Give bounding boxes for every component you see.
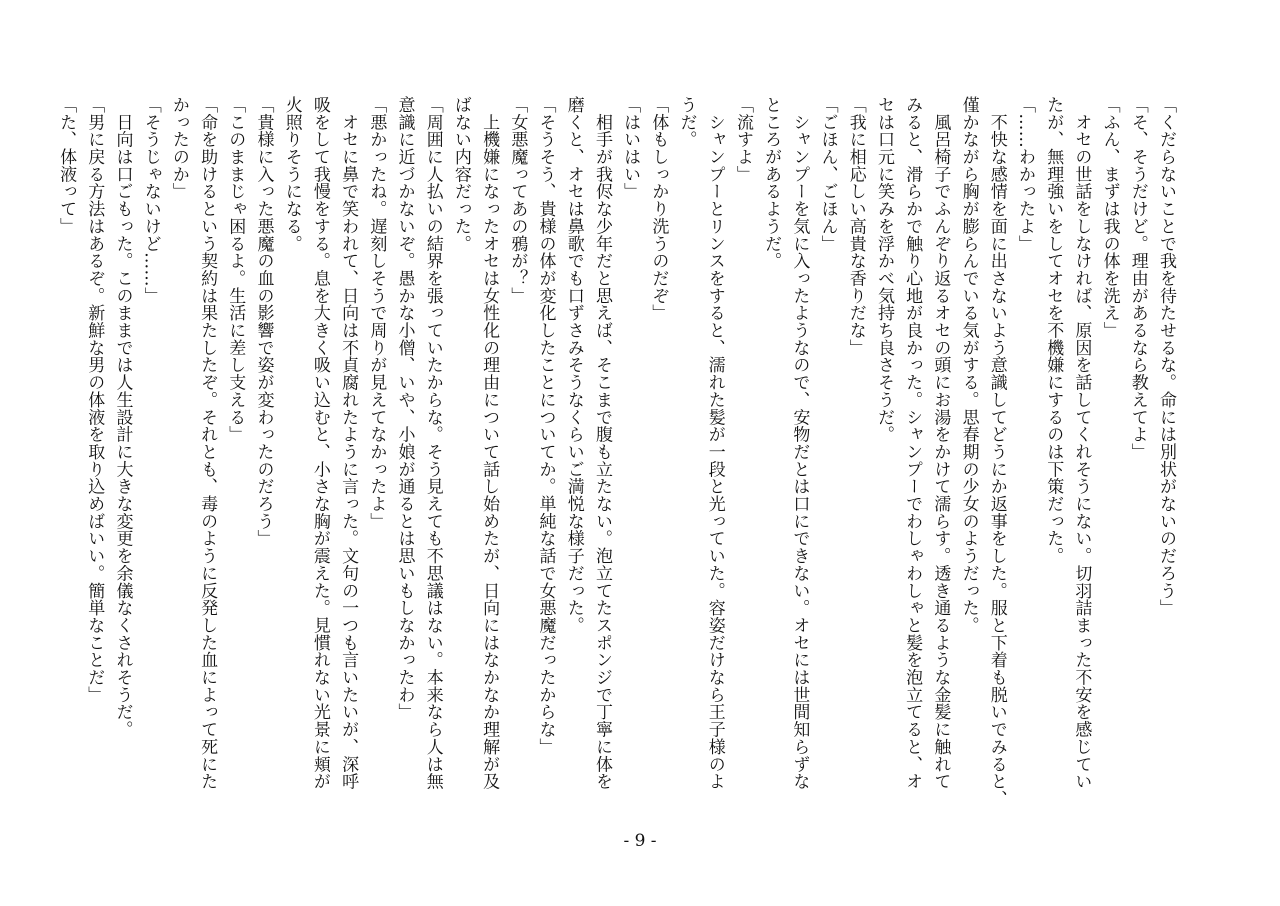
body-text — [56, 96, 1180, 826]
text-line: 上機嫌になったオセは女性化の理由について話し始めたが、日向にはなかなか理解が及 — [479, 96, 500, 790]
text-line: たが、無理強いをしてオセを不機嫌にするのは下策だった。 — [1043, 96, 1064, 565]
text-line: 風呂椅子でふんぞり返るオセの頭にお湯をかけて濡らす。透き通るような金髪に触れて — [930, 96, 951, 790]
text-line: 「た、体液って」 — [56, 96, 77, 235]
text-line: 「このままじゃ困るよ。生活に差し支える」 — [225, 96, 246, 443]
page-number: - 9 - — [623, 831, 657, 851]
text-line: 「男に戻る方法はあるぞ。新鮮な男の体液を取り込めばいい。簡単なことだ」 — [84, 96, 105, 704]
text-line: うだ。 — [676, 96, 697, 149]
text-line: 「そうじゃないけど……」 — [140, 96, 161, 305]
text-line: 意識に近づかないぞ。愚かな小僧、いや、小娘が通るとは思いもしなかったわ」 — [394, 96, 415, 721]
text-line: 相手が我侭な少年だと思えば、そこまで腹も立たない。泡立てたスポンジで丁寧に体を — [591, 96, 612, 790]
text-line: ばない内容だった。 — [450, 96, 471, 253]
text-line: 「体もしっかり洗うのだぞ」 — [648, 96, 669, 322]
text-line: 「そ、そうだけど。理由があるなら教えてよ」 — [1127, 96, 1148, 461]
text-line: 「……わかったよ」 — [1014, 96, 1035, 253]
text-line: 「ごほん、ごほん」 — [817, 96, 838, 253]
text-line: オセの世話をしなければ、原因を話してくれそうにない。切羽詰まった不安を感じてい — [1071, 96, 1092, 790]
text-line: 磨くと、オセは鼻歌でも口ずさみそうなくらいご満悦な様子だった。 — [563, 96, 584, 634]
text-line: オセに鼻で笑われて、日向は不貞腐れたように言った。文句の一つも言いたいが、深呼 — [338, 96, 359, 790]
text-line: 「流すよ」 — [732, 96, 753, 183]
text-line: 「命を助けるという契約は果たしたぞ。それとも、毒のように反発した血によって死にた — [197, 96, 218, 790]
text-line: 「女悪魔ってあの鴉が？」 — [507, 96, 528, 305]
text-line: 日向は口ごもった。このままでは人生設計に大きな変更を余儀なくされそうだ。 — [112, 96, 133, 738]
text-line: 「はいはい」 — [620, 96, 641, 201]
text-line: 「貴様に入った悪魔の血の影響で姿が変わったのだろう」 — [253, 96, 274, 548]
text-line: ところがあるようだ。 — [761, 96, 782, 270]
text-line: 「ふん、まずは我の体を洗え」 — [1099, 96, 1120, 339]
text-line: 「周囲に人払いの結界を張っていたからな。そう見えても不思議はない。本来なら人は無 — [422, 96, 443, 790]
text-line: セは口元に笑みを浮かべ気持ち良さそうだ。 — [873, 96, 894, 443]
text-line: 「そうそう、貴様の体が変化したことについてか。単純な話で女悪魔だったからな」 — [535, 96, 556, 756]
text-line: 吸をして我慢をする。息を大きく吸い込むと、小さな胸が震えた。見慣れない光景に頬が — [309, 96, 330, 790]
text-line: 「我に相応しい高貴な香りだな」 — [845, 96, 866, 357]
text-line: 火照りそうになる。 — [281, 96, 302, 253]
text-line: シャンプーとリンスをすると、濡れた髪が一段と光っていた。容姿だけなら王子様のよ — [704, 96, 725, 790]
text-line: かったのか」 — [168, 96, 189, 201]
text-line: 「悪かったね。遅刻しそうで周りが見えてなかったよ」 — [366, 96, 387, 530]
text-line: みると、滑らかで触り心地が良かった。シャンプーでわしゃわしゃと髪を泡立てると、オ — [902, 96, 923, 790]
text-line: シャンプーを気に入ったようなので、安物だとは口にできない。オセには世間知らずな — [789, 96, 810, 790]
text-line: 不快な感情を面に出さないよう意識してどうにか返事をした。服と下着も脱いでみると、 — [986, 96, 1007, 808]
text-line: 「くだらないことで我を待たせるな。命には別状がないのだろう」 — [1156, 96, 1176, 617]
text-line: 僅かながら胸が膨らんでいる気がする。思春期の少女のようだった。 — [958, 96, 979, 634]
